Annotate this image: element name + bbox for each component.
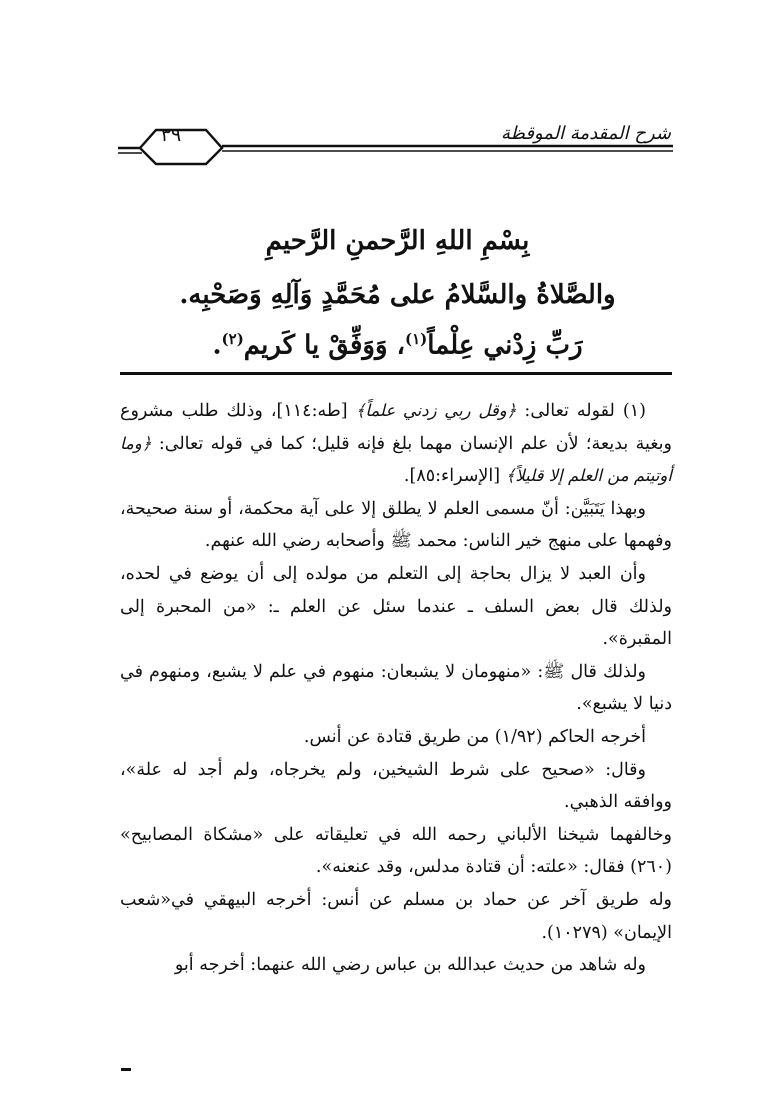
footnote-paragraph: وأن العبد لا يزال بحاجة إلى التعلم من مولده إلى أن يوضع في لحده، ولذلك قال بعض السلف ـ عندما سئل عن العلم ـ: «من المحبرة إلى المقبرة». (120, 563, 672, 650)
footnote-paragraph: وقال: «صحيح على شرط الشيخين، ولم يخرجاه، ولم أجد له علة»، ووافقه الذهبي. (120, 759, 672, 813)
footnote-paragraph: وله شاهد من حديث عبدالله بن عباس رضي الله عنهما: أخرجه أبو (174, 955, 646, 976)
page-number: ٣٩ (160, 124, 182, 146)
footnote-text: (١) لقوله تعالى: (516, 401, 646, 421)
footnote-paragraph: وخالفهما شيخنا الألباني رحمه الله في تعليقاته على «مشكاة المصابيح» (٢٦٠) فقال: «علته: أن قتادة مدلس، وقد عنعنه». (120, 824, 672, 878)
dua-text-middle: ، وَوَفِّقْ يا كَريم (243, 330, 405, 361)
footnote-paragraph (120, 395, 672, 493)
footnote-ref-1: (١) (405, 330, 428, 348)
footnotes (120, 395, 672, 982)
footnote-paragraph: وبهذا يَتَبَيَّن: أنّ مسمى العلم لا يطلق إلا على آية محكمة، أو سنة صحيحة، وفهمها على منهج خير الناس: محمد ﷺ وأصحابه رضي الله عنهم. (120, 498, 672, 552)
dua-text-end: . (212, 330, 222, 361)
page-header (118, 118, 673, 168)
continuation-mark (121, 1068, 131, 1071)
basmala: بِسْمِ اللهِ الرَّحمنِ الرَّحيمِ (265, 226, 530, 256)
dua-line (120, 330, 675, 361)
footnote-paragraph: أخرجه الحاكم (١/٩٢) من طريق قتادة عن أنس. (303, 726, 646, 747)
footnote-ref-2: (٢) (221, 330, 244, 348)
dua-text-start: رَبِّ زِدْني عِلْماً (427, 330, 583, 361)
footnote-text: [الإسراء:٨٥]. (403, 466, 506, 487)
running-title: شرح المقدمة الموقظة (495, 123, 671, 144)
footnote-paragraph: ولذلك قال ﷺ: «منهومان لا يشبعان: منهوم في علم لا يشبع، ومنهوم في دنيا لا يشبع». (120, 661, 672, 715)
salawat-line: والصَّلاةُ والسَّلامُ على مُحَمَّدٍ وَآلِهِ وَصَحْبِه. (179, 280, 616, 310)
footnote-separator (120, 372, 672, 375)
quran-quote: ﴿وقل ربي زدني علماً﴾ (355, 401, 517, 420)
footnote-text: [طه:١١٤]، وذلك طلب مشروع وبغية بديعة؛ لأن علم الإنسان مهما بلغ فإنه قليل؛ كما في قوله تعالى: (120, 401, 672, 454)
footnote-paragraph: وله طريق آخر عن حماد بن مسلم عن أنس: أخرجه البيهقي في«شعب الإيمان» (١٠٢٧٩). (120, 889, 672, 943)
quran-quote: ﴿وما أوتيتم من العلم إلا قليلاً﴾ (120, 433, 672, 486)
